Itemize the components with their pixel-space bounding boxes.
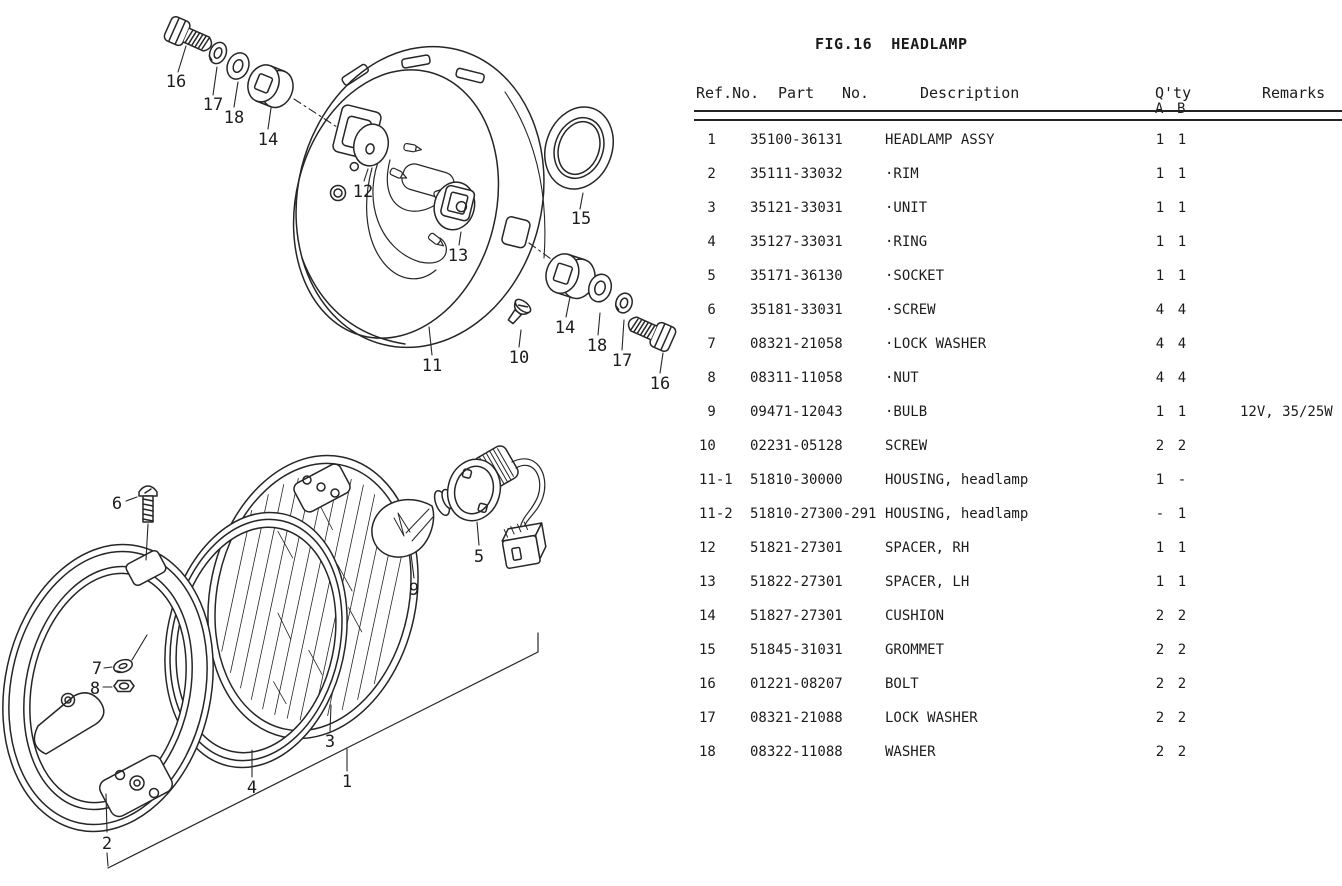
qty-a-cell: 1 [1155, 166, 1165, 182]
description-cell: ·LOCK WASHER [885, 336, 987, 352]
callout-2: 2 [101, 834, 113, 854]
ref-cell: 18 [699, 744, 716, 760]
table-row [0, 191, 1342, 225]
callout-10: 10 [508, 348, 530, 368]
part-no-cell: 08311-11058 [750, 370, 843, 386]
qty-b-cell: 1 [1177, 234, 1187, 250]
figure-title: FIG.16 HEADLAMP [815, 35, 968, 53]
table-row [0, 225, 1342, 259]
ref-cell: 7 [699, 336, 716, 352]
callout-6: 6 [111, 494, 123, 514]
part-no-cell: 09471-12043 [750, 404, 843, 420]
part-no-cell: 35121-33031 [750, 200, 843, 216]
ref-cell: 11-1 [699, 472, 733, 488]
part-no-cell: 35171-36130 [750, 268, 843, 284]
callout-17: 17 [202, 95, 224, 115]
qty-a-cell: 4 [1155, 370, 1165, 386]
cushion-part [242, 60, 298, 112]
column-header-remarks: Remarks [1262, 84, 1326, 102]
qty-a-cell: 2 [1155, 642, 1165, 658]
washer-part [223, 50, 253, 83]
ref-cell: 16 [699, 676, 716, 692]
header-rule [694, 110, 1342, 121]
description-cell: SPACER, RH [885, 540, 970, 556]
part-no-cell: 35127-33031 [750, 234, 843, 250]
part-no-cell: 51810-27300-291 [750, 506, 877, 522]
description-cell: ·SCREW [885, 302, 936, 318]
parts-table-rows [0, 123, 1342, 769]
qty-b-cell: 1 [1177, 268, 1187, 284]
table-row [0, 327, 1342, 361]
qty-b-cell: 1 [1177, 404, 1187, 420]
callout-12: 12 [352, 182, 374, 202]
qty-b-cell: 4 [1177, 336, 1187, 352]
bolt-part [163, 15, 217, 58]
ref-cell: 12 [699, 540, 716, 556]
column-header-qty-a: A [1155, 101, 1164, 117]
column-header-qty: Q'ty [1155, 84, 1192, 102]
callout-16: 16 [649, 374, 671, 394]
part-no-cell: 51810-30000 [750, 472, 843, 488]
table-row [0, 157, 1342, 191]
ref-cell: 10 [699, 438, 716, 454]
ref-cell: 1 [699, 132, 716, 148]
table-row [0, 599, 1342, 633]
qty-b-cell: 2 [1177, 438, 1187, 454]
qty-a-cell: 1 [1155, 132, 1165, 148]
part-no-cell: 08322-11088 [750, 744, 843, 760]
table-row [0, 259, 1342, 293]
qty-a-cell: - [1155, 506, 1165, 522]
qty-a-cell: 1 [1155, 200, 1165, 216]
description-cell: BOLT [885, 676, 919, 692]
callout-14: 14 [257, 130, 279, 150]
ref-cell: 3 [699, 200, 716, 216]
table-row [0, 565, 1342, 599]
table-row [0, 123, 1342, 157]
description-cell: LOCK WASHER [885, 710, 978, 726]
table-row [0, 531, 1342, 565]
qty-b-cell: 1 [1177, 540, 1187, 556]
callout-7: 7 [91, 659, 103, 679]
description-cell: ·UNIT [885, 200, 928, 216]
qty-a-cell: 4 [1155, 336, 1165, 352]
ref-cell: 5 [699, 268, 716, 284]
ref-cell: 17 [699, 710, 716, 726]
qty-a-cell: 1 [1155, 234, 1165, 250]
column-header-no: No. [842, 84, 870, 102]
table-row [0, 497, 1342, 531]
callout-14: 14 [554, 318, 576, 338]
callout-18: 18 [223, 108, 245, 128]
qty-a-cell: 2 [1155, 438, 1165, 454]
description-cell: ·RING [885, 234, 928, 250]
ref-cell: 4 [699, 234, 716, 250]
table-row [0, 463, 1342, 497]
ref-cell: 13 [699, 574, 716, 590]
qty-b-cell: 2 [1177, 744, 1187, 760]
callout-15: 15 [570, 209, 592, 229]
column-header-part: Part [778, 84, 815, 102]
ref-cell: 11-2 [699, 506, 733, 522]
part-no-cell: 51821-27301 [750, 540, 843, 556]
qty-b-cell: 1 [1177, 132, 1187, 148]
part-no-cell: 51845-31031 [750, 642, 843, 658]
qty-b-cell: 2 [1177, 608, 1187, 624]
part-no-cell: 01221-08207 [750, 676, 843, 692]
ref-cell: 15 [699, 642, 716, 658]
ref-cell: 6 [699, 302, 716, 318]
ref-cell: 2 [699, 166, 716, 182]
qty-a-cell: 1 [1155, 404, 1165, 420]
callout-1: 1 [341, 772, 353, 792]
qty-b-cell: 2 [1177, 676, 1187, 692]
table-row [0, 667, 1342, 701]
part-no-cell: 08321-21088 [750, 710, 843, 726]
part-no-cell: 51827-27301 [750, 608, 843, 624]
description-cell: CUSHION [885, 608, 945, 624]
qty-b-cell: 4 [1177, 302, 1187, 318]
qty-b-cell: 1 [1177, 166, 1187, 182]
table-row [0, 429, 1342, 463]
description-cell: ·RIM [885, 166, 919, 182]
remarks-cell: 12V, 35/25W [1240, 404, 1333, 420]
description-cell: ·BULB [885, 404, 928, 420]
qty-a-cell: 2 [1155, 710, 1165, 726]
qty-a-cell: 1 [1155, 574, 1165, 590]
table-row [0, 395, 1342, 429]
description-cell: SPACER, LH [885, 574, 970, 590]
part-no-cell: 51822-27301 [750, 574, 843, 590]
description-cell: GROMMET [885, 642, 945, 658]
callout-8: 8 [89, 679, 101, 699]
callout-18: 18 [586, 336, 608, 356]
qty-a-cell: 2 [1155, 744, 1165, 760]
description-cell: HOUSING, headlamp [885, 472, 1029, 488]
qty-b-cell: - [1177, 472, 1187, 488]
column-header-qty-b: B [1177, 101, 1186, 117]
qty-b-cell: 4 [1177, 370, 1187, 386]
qty-b-cell: 2 [1177, 642, 1187, 658]
callout-9: 9 [408, 580, 420, 600]
ref-cell: 14 [699, 608, 716, 624]
qty-a-cell: 4 [1155, 302, 1165, 318]
description-cell: WASHER [885, 744, 936, 760]
part-no-cell: 35111-33032 [750, 166, 843, 182]
ref-cell: 8 [699, 370, 716, 386]
description-cell: HOUSING, headlamp [885, 506, 1029, 522]
qty-a-cell: 1 [1155, 472, 1165, 488]
column-header-ref: Ref.No. [696, 84, 760, 102]
part-no-cell: 02231-05128 [750, 438, 843, 454]
table-row [0, 701, 1342, 735]
table-row [0, 293, 1342, 327]
part-no-cell: 08321-21058 [750, 336, 843, 352]
callout-4: 4 [246, 778, 258, 798]
callout-11: 11 [421, 356, 443, 376]
qty-a-cell: 2 [1155, 608, 1165, 624]
table-row [0, 735, 1342, 769]
qty-b-cell: 1 [1177, 574, 1187, 590]
description-cell: ·SOCKET [885, 268, 945, 284]
callout-16: 16 [165, 72, 187, 92]
part-no-cell: 35100-36131 [750, 132, 843, 148]
description-cell: ·NUT [885, 370, 919, 386]
part-no-cell: 35181-33031 [750, 302, 843, 318]
qty-b-cell: 1 [1177, 200, 1187, 216]
description-cell: SCREW [885, 438, 928, 454]
table-row [0, 361, 1342, 395]
qty-b-cell: 2 [1177, 710, 1187, 726]
table-row [0, 633, 1342, 667]
callout-13: 13 [447, 246, 469, 266]
ref-cell: 9 [699, 404, 716, 420]
qty-a-cell: 1 [1155, 268, 1165, 284]
qty-a-cell: 2 [1155, 676, 1165, 692]
description-cell: HEADLAMP ASSY [885, 132, 995, 148]
callout-17: 17 [611, 351, 633, 371]
qty-b-cell: 1 [1177, 506, 1187, 522]
callout-3: 3 [324, 732, 336, 752]
qty-a-cell: 1 [1155, 540, 1165, 556]
callout-5: 5 [473, 547, 485, 567]
column-header-description: Description [920, 84, 1020, 102]
